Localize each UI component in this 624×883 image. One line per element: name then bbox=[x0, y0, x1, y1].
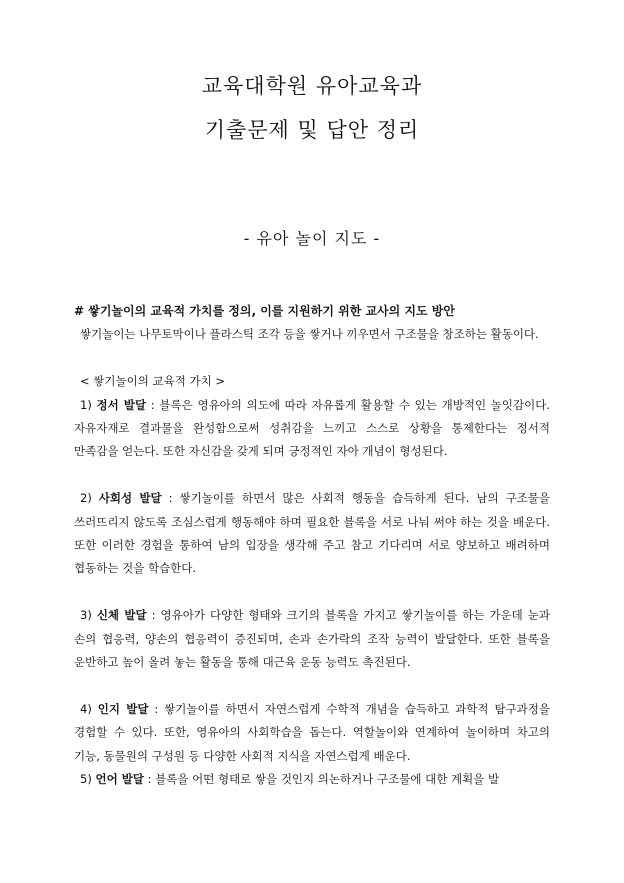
item-number: 3) bbox=[80, 608, 92, 623]
question-heading: # 쌓기놀이의 교육적 가치를 정의, 이를 지원하기 위한 교사의 지도 방안 bbox=[74, 304, 455, 318]
item-label: 언어 발달 bbox=[95, 772, 144, 787]
item-number: 5) bbox=[80, 772, 92, 787]
spacer bbox=[74, 464, 550, 487]
item-number: 4) bbox=[80, 701, 92, 716]
document-title-line-2: 기출문제 및 답안 정리 bbox=[204, 118, 420, 142]
spacer bbox=[74, 674, 550, 697]
item-separator: : bbox=[146, 608, 161, 623]
spacer bbox=[74, 581, 550, 604]
spacer bbox=[74, 347, 550, 370]
item-text: 블록을 어떤 형태로 쌓을 것인지 의논하거나 구조물에 대한 계획을 발 bbox=[155, 772, 500, 787]
value-item-language bbox=[74, 768, 550, 791]
item-label: 인지 발달 bbox=[97, 701, 149, 716]
item-text: 쌓기놀이를 하면서 많은 사회적 행동을 습득하게 된다. 남의 구조물을 쓰러뜨리지 않도록 조심스럽게 행동해야 하며 필요한 블록을 서로 나눠 써야 하는 것을 배운다. 또한 이러한 경험을 통하여 남의 입장을 생각해 주고 참고 기다리며 서로 양보하고 배려하며 협동하는 것을 학습한다. bbox=[74, 491, 551, 576]
definition-paragraph: 쌓기놀이는 나무토막이나 플라스틱 조각 등을 쌓거나 끼우면서 구조물을 창조하는 활동이다. bbox=[80, 327, 539, 342]
value-item-social bbox=[74, 487, 550, 581]
item-separator: : bbox=[143, 772, 156, 787]
value-item-physical bbox=[74, 604, 550, 674]
value-item-cognitive bbox=[74, 698, 550, 768]
document-body bbox=[74, 300, 550, 791]
document-subtitle: - 유아 놀이 지도 - bbox=[243, 229, 381, 248]
section-title: < 쌓기놀이의 교육적 가치 > bbox=[80, 374, 225, 389]
value-item-emotional bbox=[74, 394, 550, 464]
item-text: 영유아가 다양한 형태와 크기의 블록을 가지고 쌓기놀이를 하는 가운데 눈과 손의 협응력, 양손의 협응력이 증진되며, 손과 손가락의 조작 능력이 발달한다. 또한 블록을 운반하고 높이 올려 놓는 활동을 통해 대근육 운동 능력도 촉진된다. bbox=[74, 608, 550, 670]
item-separator: : bbox=[161, 491, 180, 506]
item-separator: : bbox=[146, 397, 160, 412]
item-text: 쌓기놀이를 하면서 자연스럽게 수학적 개념을 습득하고 과학적 탐구과정을 경험할 수 있다. 또한, 영유아의 사회학습을 돕는다. 역할놀이와 연계하여 놀이하며 차고의 기능, 동물원의 구성원 등 다양한 사회적 지식을 자연스럽게 배운다. bbox=[74, 701, 550, 763]
item-number: 1) bbox=[80, 397, 92, 412]
item-text: 블록은 영유아의 의도에 따라 자유롭게 활용할 수 있는 개방적인 놀잇감이다. 자유자재로 결과물을 완성함으로써 성취감을 느끼고 스스로 상황을 통제한다는 정서적 만족감을 얻는다. 또한 자신감을 갖게 되며 긍정적인 자아 개념이 형성된다. bbox=[74, 397, 550, 459]
item-label: 사회성 발달 bbox=[98, 491, 162, 506]
item-label: 정서 발달 bbox=[96, 397, 147, 412]
document-title-line-1: 교육대학원 유아교육과 bbox=[201, 74, 423, 98]
item-number: 2) bbox=[80, 491, 92, 506]
item-label: 신체 발달 bbox=[96, 608, 147, 623]
item-separator: : bbox=[148, 701, 165, 716]
